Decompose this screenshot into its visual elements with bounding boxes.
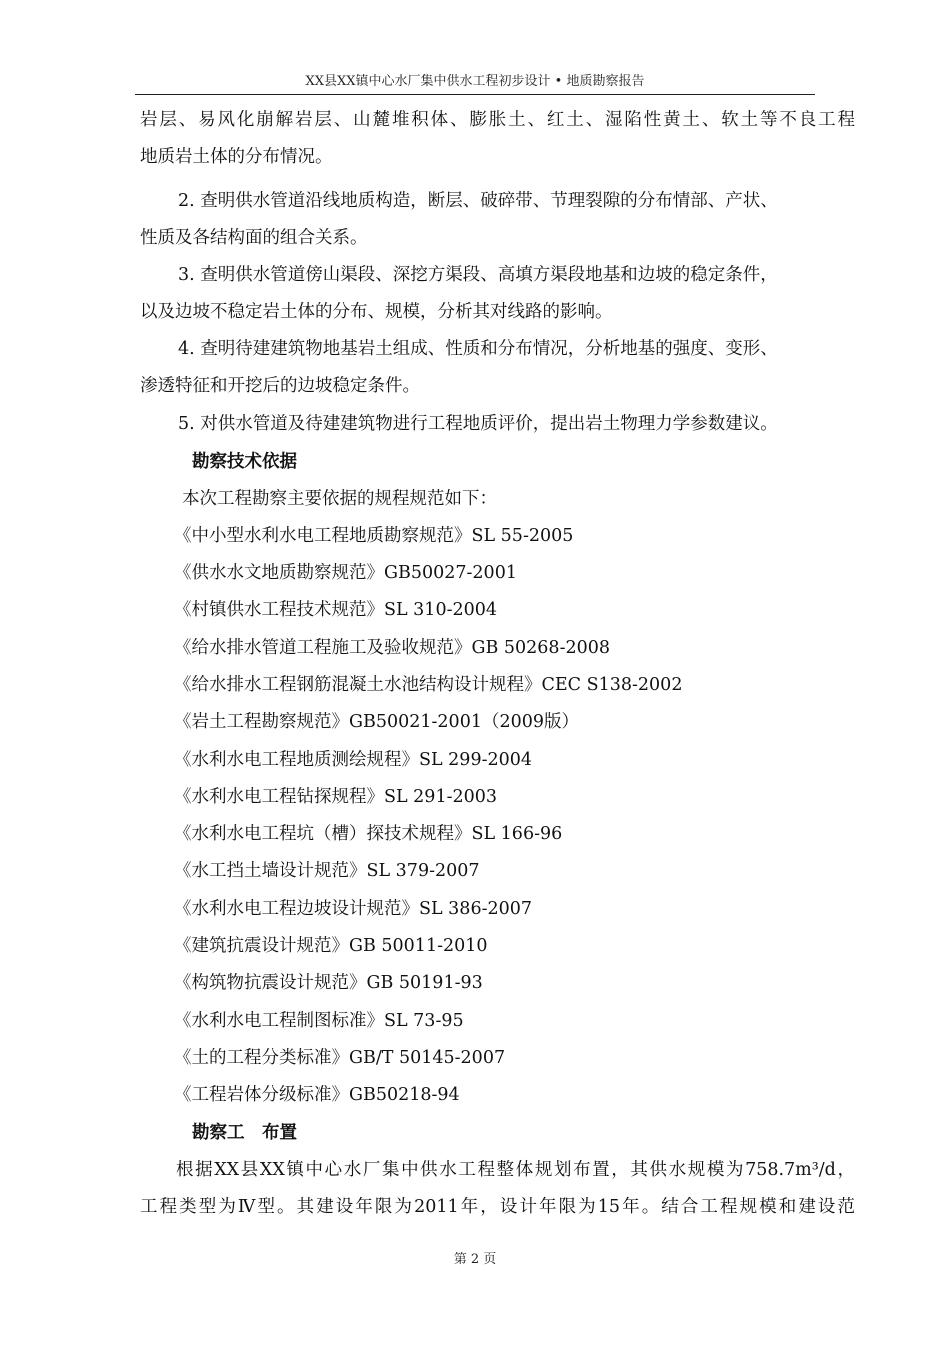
section-intro: 本次工程勘察主要依据的规程规范如下：: [182, 489, 497, 509]
header-divider: [135, 94, 815, 95]
standard-item: 《中小型水利水电工程地质勘察规范》SL 55-2005: [174, 526, 574, 546]
paragraph-line: 地质岩土体的分布情况。: [140, 147, 333, 167]
standard-item: 《给水排水工程钢筋混凝土水池结构设计规程》CEC S138-2002: [174, 675, 683, 695]
list-item-2: 2. 查明供水管道沿线地质构造，断层、破碎带、节理裂隙的分布情部、产状、: [178, 191, 778, 211]
standard-item: 《水利水电工程钻探规程》SL 291-2003: [174, 787, 498, 807]
standard-item: 《水利水电工程坑（槽）探技术规程》SL 166-96: [174, 824, 563, 844]
standard-item: 《构筑物抗震设计规范》GB 50191-93: [174, 973, 483, 993]
standard-item: 《建筑抗震设计规范》GB 50011-2010: [174, 936, 488, 956]
standard-item: 《岩土工程勘察规范》GB50021-2001（2009版）: [174, 712, 579, 732]
standard-item: 《给水排水管道工程施工及验收规范》GB 50268-2008: [174, 638, 611, 658]
page-number: 第 2 页: [453, 1252, 497, 1267]
standard-item: 《水工挡土墙设计规范》SL 379-2007: [174, 861, 480, 881]
paragraph-line: 以及边坡不稳定岩土体的分布、规模，分析其对线路的影响。: [140, 302, 613, 322]
standard-item: 《水利水电工程边坡设计规范》SL 386-2007: [174, 899, 533, 919]
paragraph-line: 根据XX县XX镇中心水厂集中供水工程整体规划布置，其供水规模为758.7m³/d，: [176, 1160, 855, 1180]
standard-item: 《工程岩体分级标准》GB50218-94: [174, 1085, 460, 1105]
standard-item: 《供水水文地质勘察规范》GB50027-2001: [174, 563, 517, 583]
standard-item: 《土的工程分类标准》GB/T 50145-2007: [174, 1048, 506, 1068]
paragraph-line: 渗透特征和开挖后的边坡稳定条件。: [140, 376, 420, 396]
paragraph-line: 工程类型为Ⅳ型。其建设年限为2011年，设计年限为15年。结合工程规模和建设范: [140, 1197, 855, 1217]
standard-item: 《水利水电工程地质测绘规程》SL 299-2004: [174, 750, 533, 770]
list-item-4: 4. 查明待建建筑物地基岩土组成、性质和分布情况，分析地基的强度、变形、: [178, 339, 778, 359]
section-heading: 勘察技术依据: [192, 452, 297, 472]
list-item-5: 5. 对供水管道及待建建筑物进行工程地质评价，提出岩土物理力学参数建议。: [178, 414, 778, 434]
standard-item: 《村镇供水工程技术规范》SL 310-2004: [174, 600, 498, 620]
standard-item: 《水利水电工程制图标准》SL 73-95: [174, 1011, 464, 1031]
paragraph-line: 岩层、易风化崩解岩层、山麓堆积体、膨胀土、红土、湿陷性黄土、软土等不良工程: [140, 110, 855, 130]
section-heading: 勘察工 布置: [192, 1123, 297, 1143]
list-item-3: 3. 查明供水管道傍山渠段、深挖方渠段、高填方渠段地基和边坡的稳定条件，: [178, 265, 778, 285]
page-header: XX县XX镇中心水厂集中供水工程初步设计 • 地质勘察报告: [305, 74, 645, 89]
paragraph-line: 性质及各结构面的组合关系。: [140, 228, 368, 248]
